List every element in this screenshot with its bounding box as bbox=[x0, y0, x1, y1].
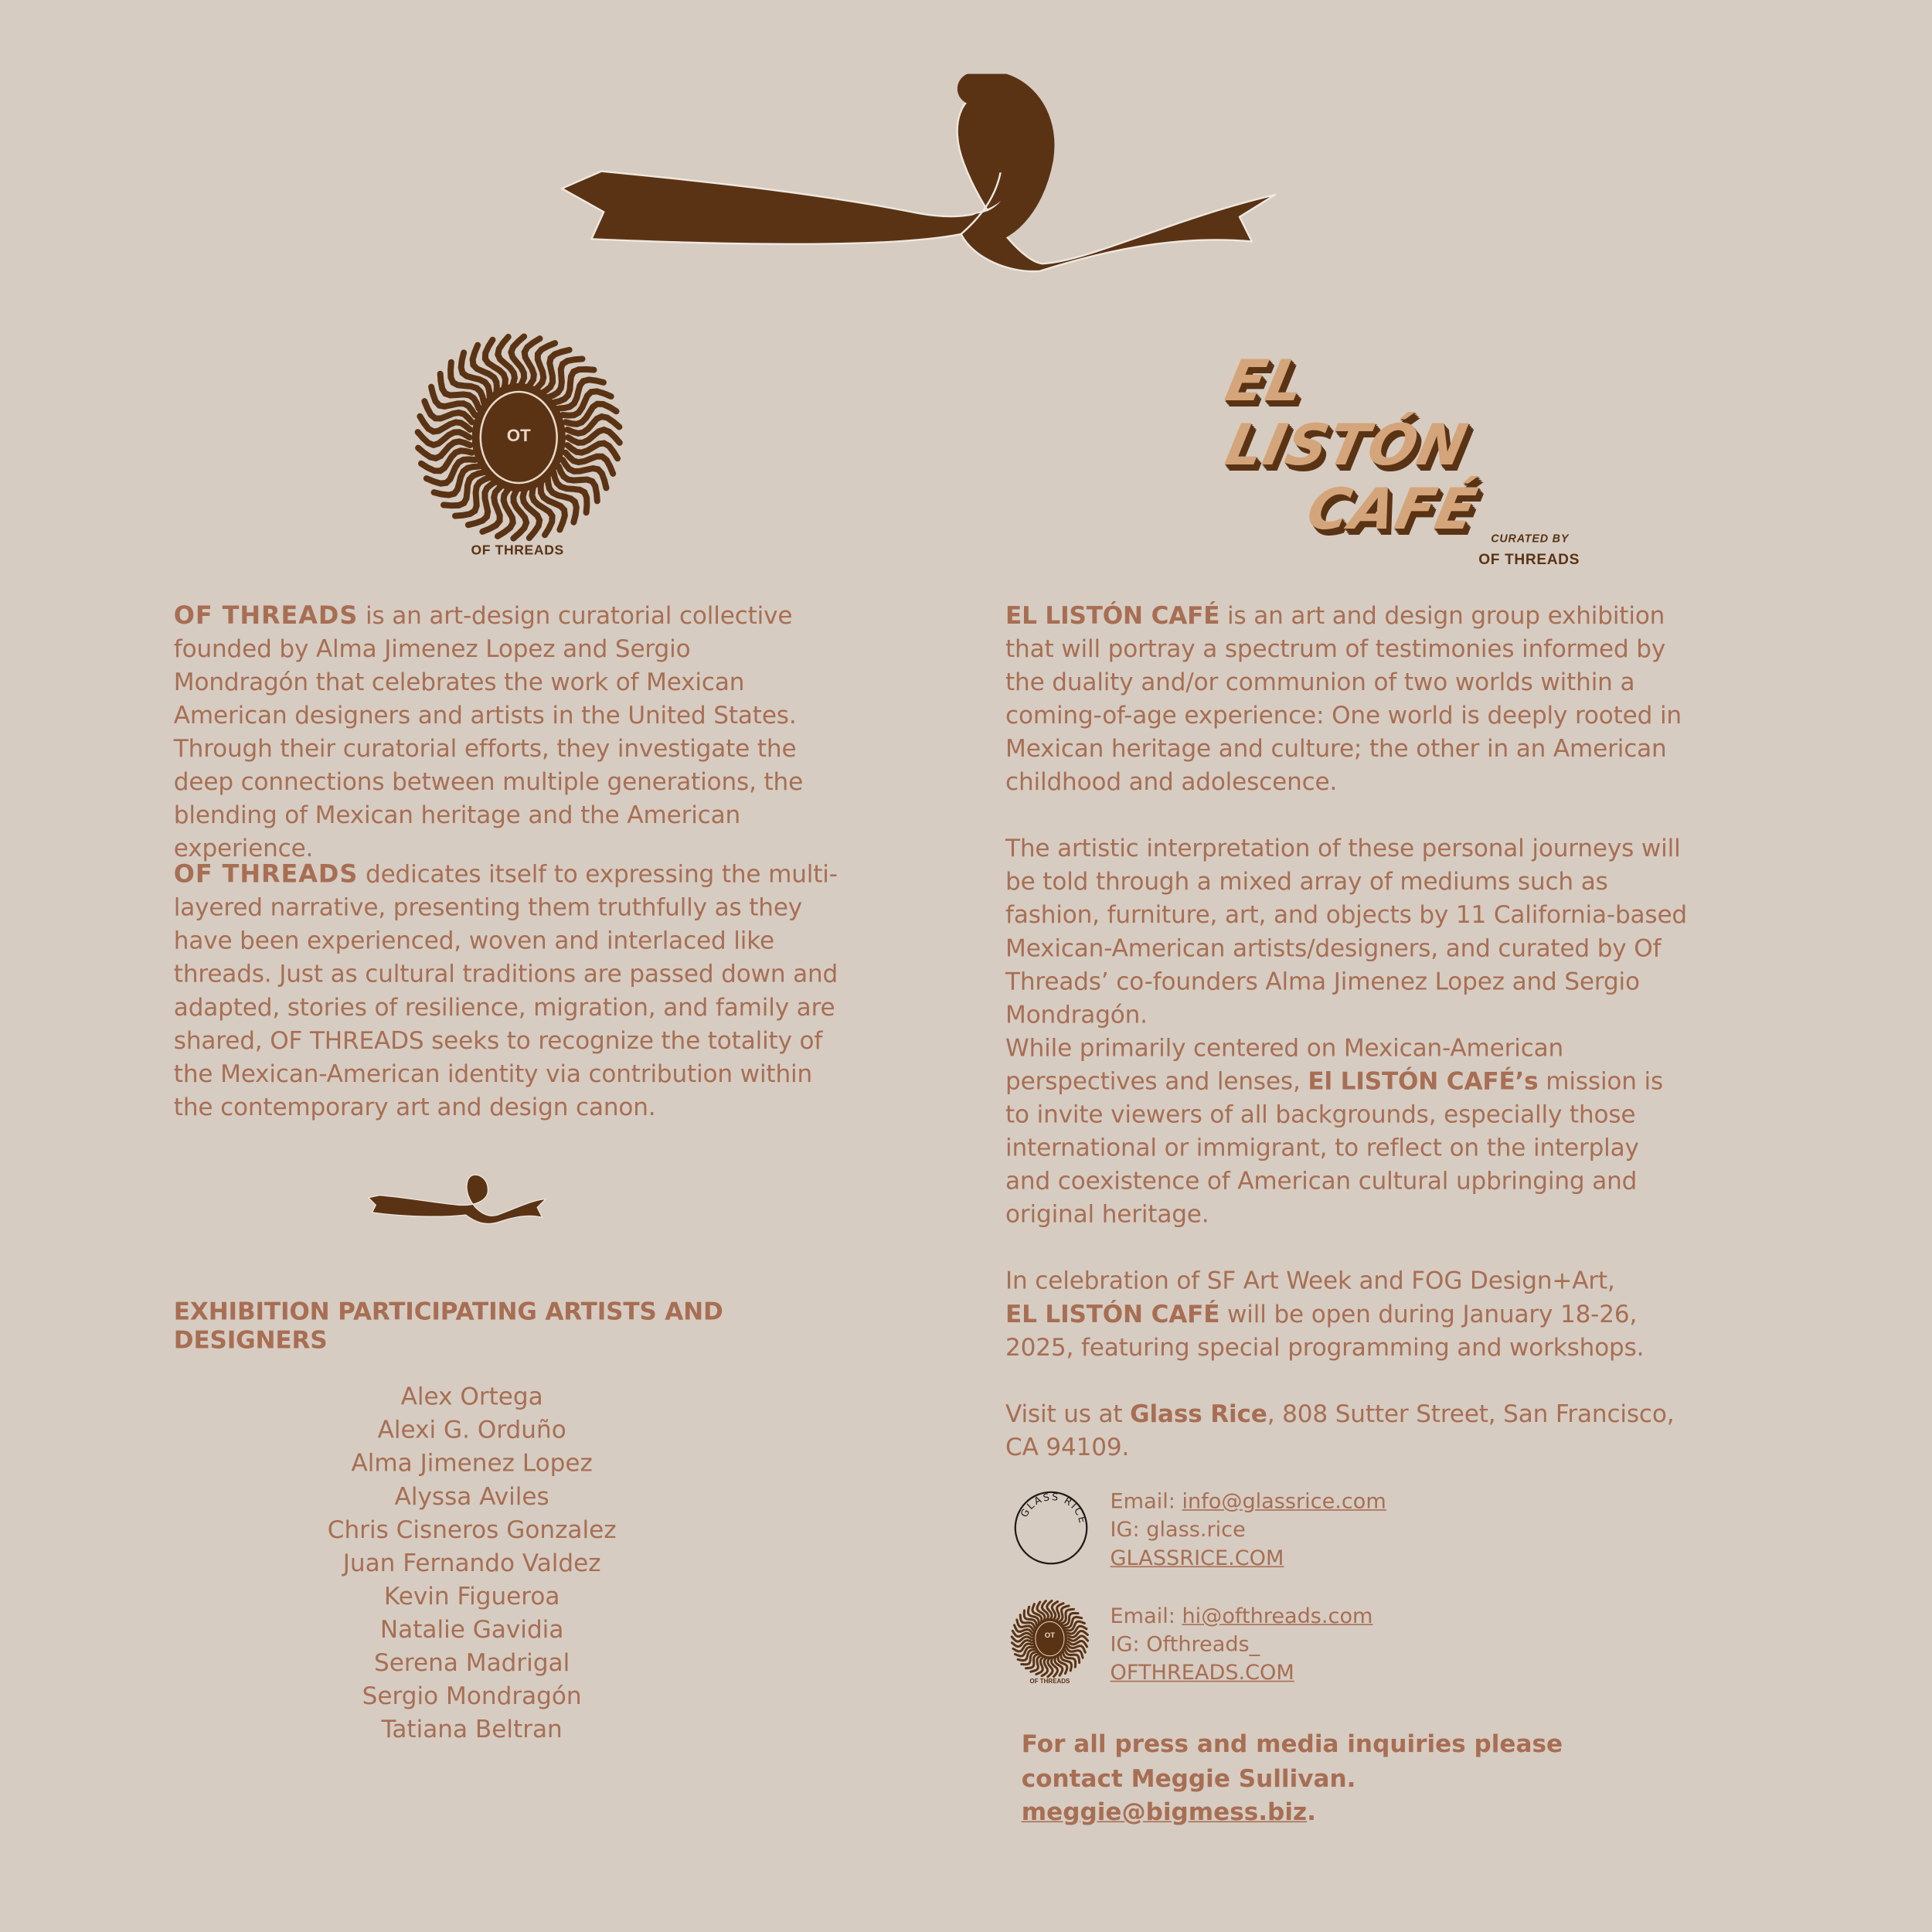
paragraph bbox=[1005, 1264, 1696, 1364]
ribbon-divider-icon bbox=[365, 1165, 549, 1230]
artist-name: Sergio Mondragón bbox=[362, 1682, 582, 1711]
email-label: Email: bbox=[1110, 1604, 1182, 1629]
paragraph bbox=[1005, 1397, 1696, 1464]
paragraph-text: mission is to invite viewers of all backgrounds, especially those international or immigrant, to reflect on the interplay and coexistence of American cultural upbringing and original heritage. bbox=[1005, 1066, 1664, 1229]
contact-instagram: IG: glass.rice bbox=[1110, 1518, 1246, 1543]
of-threads-small-logo-caption: OF THREADS bbox=[1029, 1678, 1070, 1686]
of-threads-small-logo-monogram: OT bbox=[1044, 1632, 1056, 1641]
email-label: Email: bbox=[1110, 1489, 1182, 1515]
press-email-link[interactable]: meggie@bigmess.biz bbox=[1021, 1798, 1308, 1826]
logo-line-el: EL bbox=[1219, 347, 1312, 414]
logo-curated-by: CURATED BY bbox=[1491, 532, 1570, 545]
brand-name: OF THREADS bbox=[173, 600, 359, 630]
paragraph-text: , 808 Sutter Street, San Francisco, CA 94109. bbox=[1005, 1400, 1675, 1461]
glass-rice-logo-text: GLASS RICE bbox=[1019, 1491, 1089, 1526]
paragraph bbox=[1005, 599, 1696, 798]
press-period: . bbox=[1307, 1798, 1316, 1826]
logo-line-liston: LISTÓN bbox=[1219, 411, 1475, 478]
artists-heading: EXHIBITION PARTICIPATING ARTISTS AND DESIGNERS bbox=[173, 1297, 723, 1355]
glass-rice-logo-icon bbox=[1012, 1488, 1090, 1567]
paragraph-text: The artistic interpretation of these personal journeys will be told through a mixed array of mediums such as fashion, furniture, art, and objects by 11 California-based Mexican-American artists/designers, and curated by Of Threads’ co-founders Alma Jimenez Lopez and Sergio Mondragón. bbox=[1005, 834, 1688, 1029]
paragraph-text: is an art and design group exhibition that will portray a spectrum of testimonies informed by the duality and/or communion of two worlds within a coming-of-age experience: One world is deeply rooted in Mexican heritage and culture; the other in an American childhood and adolescence. bbox=[1005, 601, 1682, 796]
logo-curator: OF THREADS bbox=[1478, 550, 1580, 569]
of-threads-email-link[interactable]: hi@ofthreads.com bbox=[1182, 1604, 1373, 1629]
brand-name: EL LISTÓN CAFÉ bbox=[1005, 601, 1220, 630]
el-liston-cafe-logo bbox=[1219, 348, 1614, 582]
logo-line-cafe: CAFÉ bbox=[1301, 475, 1484, 543]
artist-name: Juan Fernando Valdez bbox=[342, 1549, 601, 1577]
contact-email-row bbox=[1111, 1488, 1480, 1517]
artist-name: Alma Jimenez Lopez bbox=[351, 1449, 593, 1478]
glass-rice-website-link[interactable]: GLASSRICE.COM bbox=[1110, 1546, 1284, 1571]
glass-rice-contact bbox=[1111, 1488, 1480, 1573]
el-liston-mission bbox=[1005, 1032, 1685, 1231]
brand-name: OF THREADS bbox=[173, 859, 359, 889]
paragraph-text: will be open during January 18-26, 2025, featuring special programming and workshops. bbox=[1005, 1300, 1645, 1362]
of-threads-logo-monogram: OT bbox=[506, 425, 531, 445]
paragraph-text: While primarily centered on Mexican-American perspectives and lenses, bbox=[1005, 1033, 1564, 1096]
of-threads-website-link[interactable]: OFTHREADS.COM bbox=[1110, 1661, 1294, 1686]
of-threads-mission bbox=[174, 858, 854, 1124]
contact-email-row bbox=[1111, 1603, 1480, 1631]
artists-list bbox=[287, 1380, 656, 1747]
artist-name: Chris Cisneros Gonzalez bbox=[327, 1515, 617, 1544]
paragraph-text: In celebration of SF Art Week and FOG Design+Art, bbox=[1005, 1267, 1615, 1295]
glass-rice-email-link[interactable]: info@glassrice.com bbox=[1182, 1489, 1386, 1515]
el-liston-mediums bbox=[1005, 832, 1696, 1031]
artist-name: Natalie Gavidia bbox=[379, 1615, 564, 1644]
of-threads-intro bbox=[174, 599, 827, 865]
el-liston-dates bbox=[1005, 1264, 1696, 1364]
brand-name: El LISTÓN CAFÉ’s bbox=[1308, 1066, 1539, 1096]
artist-name: Serena Madrigal bbox=[374, 1648, 570, 1677]
artist-name: Kevin Figueroa bbox=[383, 1582, 560, 1611]
press-inquiries bbox=[1022, 1727, 1564, 1829]
paragraph bbox=[174, 599, 827, 865]
el-liston-intro bbox=[1005, 599, 1696, 798]
paragraph-text: dedicates itself to expressing the multi-layered narrative, presenting them truthfully as they have been experienced, woven and interlaced like threads. Just as cultural traditions are passed down and adapted, stories of resilience, migration, and family are shared, OF THREADS seeks to recognize the totality of the Mexican-American identity via contribution within the contemporary art and design canon. bbox=[173, 859, 838, 1121]
paragraph bbox=[174, 858, 854, 1124]
ribbon-icon bbox=[554, 74, 1294, 284]
contact-instagram: IG: Ofthreads_ bbox=[1110, 1632, 1260, 1658]
of-threads-contact bbox=[1111, 1603, 1480, 1688]
press-email-row bbox=[1022, 1795, 1564, 1829]
brand-name: EL LISTÓN CAFÉ bbox=[1005, 1300, 1220, 1328]
paragraph bbox=[1005, 1032, 1685, 1231]
artist-name: Alex Ortega bbox=[400, 1382, 543, 1411]
paragraph-text: is an art-design curatorial collective founded by Alma Jimenez Lopez and Sergio Mondragón that celebrates the work of Mexican American designers and artists in the United States. Through their curatorial efforts, they investigate the deep connections between multiple generations, the blending of Mexican heritage and the American experience. bbox=[173, 601, 804, 863]
of-threads-logo-caption: OF THREADS bbox=[471, 543, 564, 559]
artist-name: Tatiana Beltran bbox=[381, 1715, 563, 1744]
press-line: For all press and media inquiries please bbox=[1021, 1730, 1563, 1759]
paragraph-text: Visit us at bbox=[1005, 1400, 1131, 1428]
svg-text:GLASS RICE bbox=[1019, 1492, 1088, 1526]
press-line: contact Meggie Sullivan. bbox=[1021, 1764, 1356, 1793]
venue-name: Glass Rice bbox=[1130, 1400, 1267, 1428]
venue-address bbox=[1005, 1397, 1696, 1464]
artist-name: Alexi G. Orduño bbox=[377, 1415, 566, 1444]
artist-name: Alyssa Aviles bbox=[394, 1482, 549, 1511]
